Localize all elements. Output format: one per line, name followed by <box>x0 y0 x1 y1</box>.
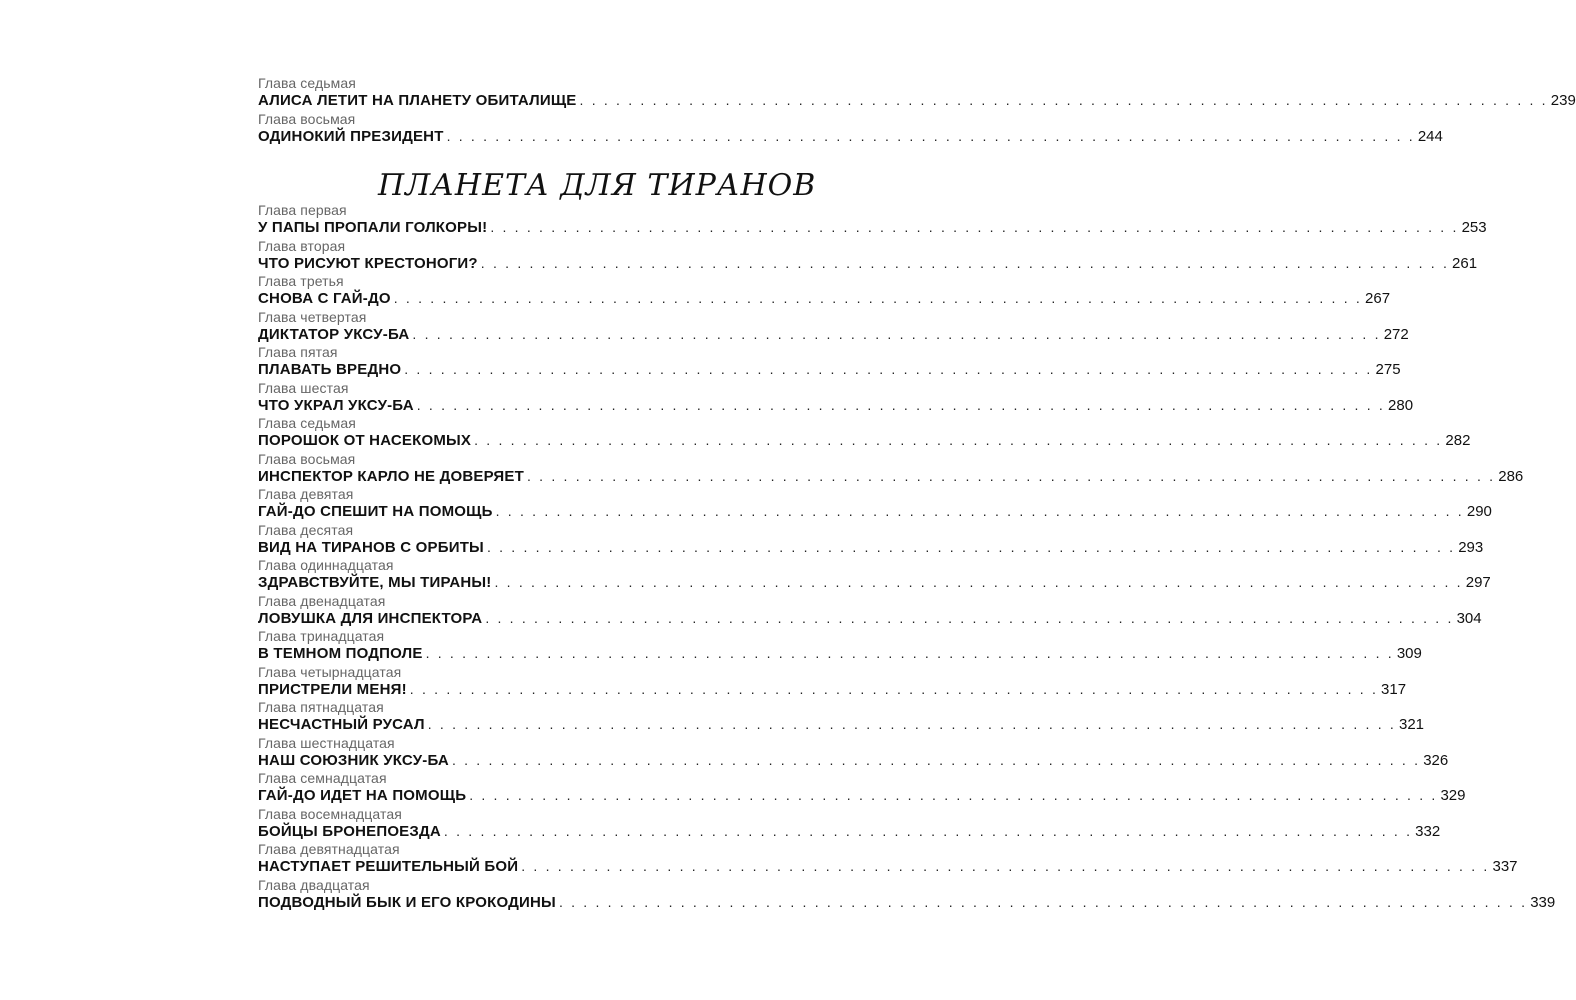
chapter-label: Глава шестая <box>258 379 349 396</box>
chapter-title-row <box>258 715 1425 735</box>
chapter-title: ЧТО РИСУЮТ КРЕСТОНОГИ? <box>258 254 478 272</box>
dot-leader: . . . . . . . . . . . . . . . . . . . . . . . . . . . . . . . . . . . . . . . . . . . . . . . . . . . . . . . . . . . . . . . . . . . . . . . . . . . . . . . . <box>443 822 1413 839</box>
dot-leader: . . . . . . . . . . . . . . . . . . . . . . . . . . . . . . . . . . . . . . . . . . . . . . . . . . . . . . . . . . . . . . . . . . . . . . . . . . . . . . . . <box>393 290 1363 306</box>
chapter-title-row <box>258 822 1441 842</box>
page-number: 261 <box>1452 254 1478 272</box>
chapter-label: Глава третья <box>258 273 344 289</box>
chapter-title: ПОДВОДНЫЙ БЫК И ЕГО КРОКОДИНЫ <box>258 893 556 911</box>
chapter-label: Глава четвертая <box>258 308 367 325</box>
dot-leader: . . . . . . . . . . . . . . . . . . . . . . . . . . . . . . . . . . . . . . . . . . . . . . . . . . . . . . . . . . . . . . . . . . . . . . . . . . . . . . . . <box>495 503 1464 519</box>
toc-section-list <box>258 202 1556 912</box>
dot-leader: . . . . . . . . . . . . . . . . . . . . . . . . . . . . . . . . . . . . . . . . . . . . . . . . . . . . . . . . . . . . . . . . . . . . . . . . . . . . . . . . <box>409 680 1379 697</box>
chapter-title-row <box>258 538 1484 558</box>
dot-leader: . . . . . . . . . . . . . . . . . . . . . . . . . . . . . . . . . . . . . . . . . . . . . . . . . . . . . . . . . . . . . . . . . . . . . . . . . . . . . . . . <box>558 893 1528 910</box>
chapter-title: ВИД НА ТИРАНОВ С ОРБИТЫ <box>258 538 484 556</box>
chapter-title-row <box>258 680 1407 700</box>
dot-leader: . . . . . . . . . . . . . . . . . . . . . . . . . . . . . . . . . . . . . . . . . . . . . . . . . . . . . . . . . . . . . . . . . . . . . . . . . . . . . . . . <box>490 219 1459 235</box>
chapter-title: НЕСЧАСТНЫЙ РУСАЛ <box>258 716 425 733</box>
chapter-title: ДИКТАТОР УКСУ-БА <box>258 325 410 343</box>
page-number: 239 <box>1550 92 1576 109</box>
toc-entry <box>258 699 1425 735</box>
page-number: 282 <box>1445 432 1471 449</box>
page-number: 309 <box>1396 645 1422 662</box>
chapter-title-row <box>258 893 1556 913</box>
toc-entry <box>258 841 1518 877</box>
page-number: 253 <box>1461 219 1487 236</box>
chapter-label: Глава одиннадцатая <box>258 557 394 573</box>
chapter-label: Глава седьмая <box>258 415 356 431</box>
chapter-title-row <box>258 786 1466 806</box>
toc-entry <box>258 628 1422 664</box>
chapter-title: СНОВА С ГАЙ-ДО <box>258 290 391 307</box>
chapter-title: В ТЕМНОМ ПОДПОЛЕ <box>258 645 423 662</box>
page-number: 275 <box>1375 361 1401 378</box>
page-number: 329 <box>1440 787 1466 804</box>
chapter-label: Глава тринадцатая <box>258 628 385 644</box>
dot-leader: . . . . . . . . . . . . . . . . . . . . . . . . . . . . . . . . . . . . . . . . . . . . . . . . . . . . . . . . . . . . . . . . . . . . . . . . . . . . . . . . <box>412 325 1381 342</box>
dot-leader: . . . . . . . . . . . . . . . . . . . . . . . . . . . . . . . . . . . . . . . . . . . . . . . . . . . . . . . . . . . . . . . . . . . . . . . . . . . . . . . . <box>526 467 1496 484</box>
page-number: 339 <box>1530 893 1556 911</box>
chapter-title-row <box>258 218 1487 238</box>
page-number: 272 <box>1383 325 1409 343</box>
chapter-label: Глава вторая <box>258 237 346 254</box>
chapter-label: Глава двенадцатая <box>258 592 386 609</box>
dot-leader: . . . . . . . . . . . . . . . . . . . . . . . . . . . . . . . . . . . . . . . . . . . . . . . . . . . . . . . . . . . . . . . . . . . . . . . . . . . . . . . . <box>494 574 1463 590</box>
page-number: 244 <box>1417 127 1443 145</box>
chapter-label: Глава девятнадцатая <box>258 841 400 857</box>
page-number: 290 <box>1466 503 1492 520</box>
toc-entry <box>258 75 1576 111</box>
chapter-title-row <box>258 609 1482 629</box>
chapter-title: ПОРОШОК ОТ НАСЕКОМЫХ <box>258 432 472 449</box>
chapter-title-row <box>258 325 1409 345</box>
page-number: 293 <box>1458 538 1484 556</box>
chapter-label: Глава пятая <box>258 344 338 360</box>
toc-entry <box>258 379 1414 416</box>
dot-leader: . . . . . . . . . . . . . . . . . . . . . . . . . . . . . . . . . . . . . . . . . . . . . . . . . . . . . . . . . . . . . . . . . . . . . . . . . . . . . . . . <box>469 787 1438 803</box>
chapter-label: Глава десятая <box>258 521 354 538</box>
page-number: 297 <box>1465 574 1491 591</box>
chapter-label: Глава пятнадцатая <box>258 699 384 715</box>
toc-entry <box>258 521 1484 558</box>
chapter-label: Глава седьмая <box>258 75 356 91</box>
chapter-title-row <box>258 502 1492 522</box>
chapter-label: Глава семнадцатая <box>258 770 387 786</box>
chapter-title-row <box>258 396 1414 416</box>
toc-entry <box>258 237 1478 274</box>
page-number: 321 <box>1399 716 1425 733</box>
dot-leader: . . . . . . . . . . . . . . . . . . . . . . . . . . . . . . . . . . . . . . . . . . . . . . . . . . . . . . . . . . . . . . . . . . . . . . . . . . . . . . . . <box>485 609 1454 626</box>
chapter-title: НАСТУПАЕТ РЕШИТЕЛЬНЫЙ БОЙ <box>258 858 519 875</box>
chapter-label: Глава девятая <box>258 486 354 502</box>
chapter-title: БОЙЦЫ БРОНЕПОЕЗДА <box>258 822 441 840</box>
dot-leader: . . . . . . . . . . . . . . . . . . . . . . . . . . . . . . . . . . . . . . . . . . . . . . . . . . . . . . . . . . . . . . . . . . . . . . . . . . . . . . . . <box>425 645 1394 661</box>
chapter-label: Глава двадцатая <box>258 876 370 893</box>
toc-entry <box>258 876 1556 913</box>
chapter-title-row <box>258 857 1518 877</box>
dot-leader: . . . . . . . . . . . . . . . . . . . . . . . . . . . . . . . . . . . . . . . . . . . . . . . . . . . . . . . . . . . . . . . . . . . . . . . . . . . . . . . . <box>486 538 1456 555</box>
chapter-title-row <box>258 751 1449 771</box>
toc-entry <box>258 344 1401 380</box>
toc-entry <box>258 202 1487 238</box>
page-number: 286 <box>1498 467 1524 485</box>
toc-entry <box>258 592 1482 629</box>
dot-leader: . . . . . . . . . . . . . . . . . . . . . . . . . . . . . . . . . . . . . . . . . . . . . . . . . . . . . . . . . . . . . . . . . . . . . . . . . . . . . . . . <box>521 858 1490 874</box>
chapter-label: Глава шестнадцатая <box>258 734 395 751</box>
chapter-title-row <box>258 289 1391 309</box>
chapter-title-row <box>258 573 1491 593</box>
page-number: 304 <box>1456 609 1482 627</box>
chapter-label: Глава восьмая <box>258 450 356 467</box>
chapter-title: ЧТО УКРАЛ УКСУ-БА <box>258 396 414 414</box>
section-title: ПЛАНЕТА ДЛЯ ТИРАНОВ <box>378 168 817 203</box>
chapter-title-row <box>258 467 1524 487</box>
chapter-title: ОДИНОКИЙ ПРЕЗИДЕНТ <box>258 127 444 145</box>
toc-top-list <box>258 75 1576 146</box>
chapter-title: ИНСПЕКТОР КАРЛО НЕ ДОВЕРЯЕТ <box>258 467 524 485</box>
dot-leader: . . . . . . . . . . . . . . . . . . . . . . . . . . . . . . . . . . . . . . . . . . . . . . . . . . . . . . . . . . . . . . . . . . . . . . . . . . . . . . . . <box>480 254 1450 271</box>
toc-entry <box>258 273 1391 309</box>
chapter-title: АЛИСА ЛЕТИТ НА ПЛАНЕТУ ОБИТАЛИЩЕ <box>258 92 577 109</box>
dot-leader: . . . . . . . . . . . . . . . . . . . . . . . . . . . . . . . . . . . . . . . . . . . . . . . . . . . . . . . . . . . . . . . . . . . . . . . . . . . . . . . . <box>416 396 1386 413</box>
chapter-title: ПРИСТРЕЛИ МЕНЯ! <box>258 680 407 698</box>
page-number: 317 <box>1381 680 1407 698</box>
chapter-title-row <box>258 127 1443 147</box>
chapter-title: НАШ СОЮЗНИК УКСУ-БА <box>258 751 449 769</box>
dot-leader: . . . . . . . . . . . . . . . . . . . . . . . . . . . . . . . . . . . . . . . . . . . . . . . . . . . . . . . . . . . . . . . . . . . . . . . . . . . . . . . . <box>404 361 1373 377</box>
page-number: 267 <box>1365 290 1391 307</box>
chapter-title: У ПАПЫ ПРОПАЛИ ГОЛКОРЫ! <box>258 219 488 236</box>
chapter-title: ЗДРАВСТВУЙТЕ, МЫ ТИРАНЫ! <box>258 574 492 591</box>
toc-entry <box>258 486 1492 522</box>
toc-entry <box>258 663 1407 700</box>
page-number: 332 <box>1415 822 1441 840</box>
dot-leader: . . . . . . . . . . . . . . . . . . . . . . . . . . . . . . . . . . . . . . . . . . . . . . . . . . . . . . . . . . . . . . . . . . . . . . . . . . . . . . . . <box>451 751 1421 768</box>
chapter-label: Глава восьмая <box>258 110 356 127</box>
chapter-title: ЛОВУШКА ДЛЯ ИНСПЕКТОРА <box>258 609 483 627</box>
toc-entry <box>258 805 1441 842</box>
chapter-label: Глава четырнадцатая <box>258 663 402 680</box>
chapter-title-row <box>258 644 1422 664</box>
dot-leader: . . . . . . . . . . . . . . . . . . . . . . . . . . . . . . . . . . . . . . . . . . . . . . . . . . . . . . . . . . . . . . . . . . . . . . . . . . . . . . . . <box>427 716 1396 732</box>
dot-leader: . . . . . . . . . . . . . . . . . . . . . . . . . . . . . . . . . . . . . . . . . . . . . . . . . . . . . . . . . . . . . . . . . . . . . . . . . . . . . . . . <box>446 127 1415 144</box>
dot-leader: . . . . . . . . . . . . . . . . . . . . . . . . . . . . . . . . . . . . . . . . . . . . . . . . . . . . . . . . . . . . . . . . . . . . . . . . . . . . . . . . <box>474 432 1443 448</box>
chapter-title-row <box>258 431 1471 451</box>
toc-entry <box>258 557 1491 593</box>
page-number: 280 <box>1388 396 1414 414</box>
chapter-title: ГАЙ-ДО СПЕШИТ НА ПОМОЩЬ <box>258 503 493 520</box>
page-number: 326 <box>1423 751 1449 769</box>
toc-entry <box>258 110 1443 147</box>
chapter-title-row <box>258 254 1478 274</box>
chapter-title-row <box>258 91 1576 111</box>
toc-entry <box>258 308 1409 345</box>
dot-leader: . . . . . . . . . . . . . . . . . . . . . . . . . . . . . . . . . . . . . . . . . . . . . . . . . . . . . . . . . . . . . . . . . . . . . . . . . . . . . . . . <box>579 92 1548 108</box>
chapter-title-row <box>258 360 1401 380</box>
chapter-label: Глава первая <box>258 202 347 218</box>
chapter-title: ПЛАВАТЬ ВРЕДНО <box>258 361 402 378</box>
toc-entry <box>258 415 1471 451</box>
chapter-label: Глава восемнадцатая <box>258 805 402 822</box>
toc-entry <box>258 734 1449 771</box>
toc-entry <box>258 770 1466 806</box>
page-number: 337 <box>1492 858 1518 875</box>
toc-entry <box>258 450 1524 487</box>
chapter-title: ГАЙ-ДО ИДЕТ НА ПОМОЩЬ <box>258 787 467 804</box>
